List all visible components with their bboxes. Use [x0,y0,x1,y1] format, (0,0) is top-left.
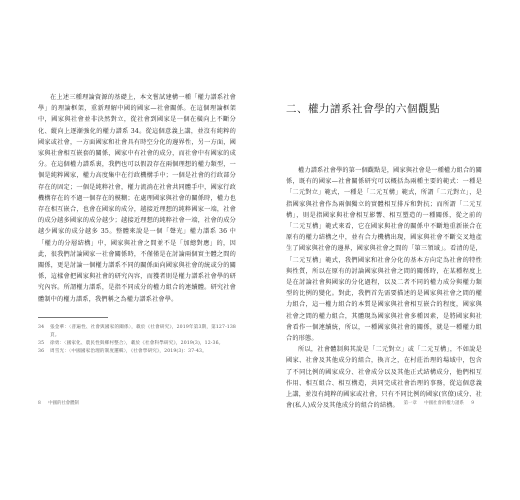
left-page [38,92,236,356]
footnote-number: 36 [38,348,45,354]
running-title: 中國的社會體制 [48,401,79,406]
footnote-number: 34 [38,324,45,330]
body-paragraph: 所以，社會體制與其說是「二元對立」或「二元互構」，不如說是國家、社會及其他成分的組合，換言之，在村莊治理的場域中，包含了不同比例的國家成分、社會成分以及其他正式結構成分，他們相互作用、相互組合、相互構造，共同完成社會治理的事務，從這個意義上講，並沒有純粹的國家或社會，只有不同比例的國家(官僚)成分、社會(私人)成分及其他成分的組合的結構。 [286,346,482,410]
left-page-footer [38,400,85,406]
footnote [38,340,236,348]
body-paragraph: 權力譜系社會學的第一個觀點是，國家與社會是一種權力組合的關係，既有的國家—社會關係研究可以概括為兩種主要的範式：一種是「二元對立」範式，一種是「二元互構」範式，所謂「二元對立」，是指國家與社會作為兩個獨立的實體相互排斥和對抗；而所謂「二元互構」，則是指國家與社會相互影響、相互塑造的一種關係，從之前的「二元互構」範式來看，它在國家與社會的關係中不斷地重新嵌合在原有的權力結構之中，並有合力機構出現，國家與社會不斷交叉地產生了國家與社會的邊界，國家與社會之間的「第三領域」。看清的是，「二元互構」範式，我們國家和社會分化的基本方向定為社會的特性與性質，所以在原有的討論國家與社會之間的關係時，在某種程度上是在討論社會與國家的分化過程，以及二者不同的權力成分與權力類型的比例的變化。對此，我們首先需要描述的是國家與社會之間的權力組合，這一權力組合的本質是國家與社會相互嵌合的程度，國家與社會之間的權力組合，其體現為國家與社會多種因素，是將國家與社會看作一個連續統，所以，一種國家與社會的關係，就是一種權力組合的形態。 [286,167,482,343]
footnote-text: 張金華：〈普遍性、社會與國家的關係〉，載於《社會研究》，2019年第3期，第127-138頁。 [50,324,236,338]
page-number: 8 [38,401,41,406]
footnote [38,324,236,340]
footnote [38,348,236,356]
right-page [286,92,482,411]
footnote-text: 徐勇：〈國家化、農民性與鄉村整合〉，載於《社會科學研究》，2019(3)，12-36。 [50,340,224,346]
footnote-divider [38,317,108,318]
footnote-number: 35 [38,340,45,346]
section-title: 二、權力譜系社會學的六個觀點 [286,103,440,115]
chapter-label: 第一章 [403,401,417,406]
page-number: 9 [471,401,474,406]
right-page-footer [404,400,480,406]
footnotes [38,324,236,356]
body-paragraph: 在上述三種理論資源的基礎上，本文嘗試建構一種「權力譜系社會學」的理論框架，重新理解中國的國家—社會關係。在這個理論框架中，國家與社會並非決然對立，從社會到國家是一個在橫向上不斷分化、縱向上逐漸強化的權力譜系 34。從這個意義上講，並沒有純粹的國家或社會，一方面國家和社會具有時空分化的邊界性，另一方面，國家與社會相互嵌套的關係，國家中有社會的成分，而社會中有國家的成分。在這個權力譜系裏，我們也可以假設存在兩個理想的權力類型，一個是純粹國家，權力高度集中在行政機構手中；一個是社會的行政部分存在的固定；一個是純粹社會，權力流淌在社會共同體手中，國家行政機構存在的不過一個存在的模糊；在處理國家與社會的關係時，權力也存在相互嵌合，也會在國家的成分，越接近理想的純粹國家一端，社會的成分越多國家的成分越少；越接近理想的純粹社會一端，社會的成分越少國家的成分越多 35。整體來說是一個「聲光」權力譜系 36 中「權力的分層結構」中，國家與社會之間並不是「加總對應」的，因此，很我們討論國家一社會關係時，不僅僅是在討論兩個實主體之間的關係，更是討論一個權力譜系不同的關係面向國家與社會的統或分的關係，這樣會把國家與社會的研究內容，而獲者則是權力譜系社會學的研究內容。所謂權力譜系，是指不同成分的權力組合的連續體。研究社會體制中的權力譜系，我們稱之為權力譜系社會學。 [38,94,236,303]
running-title: 中國社會的權力譜系 [424,401,464,406]
footnote-text: 周雪光：〈中國國家治理的制度邏輯〉，《社會學研究》，2019(3)：37-43。 [50,348,207,354]
